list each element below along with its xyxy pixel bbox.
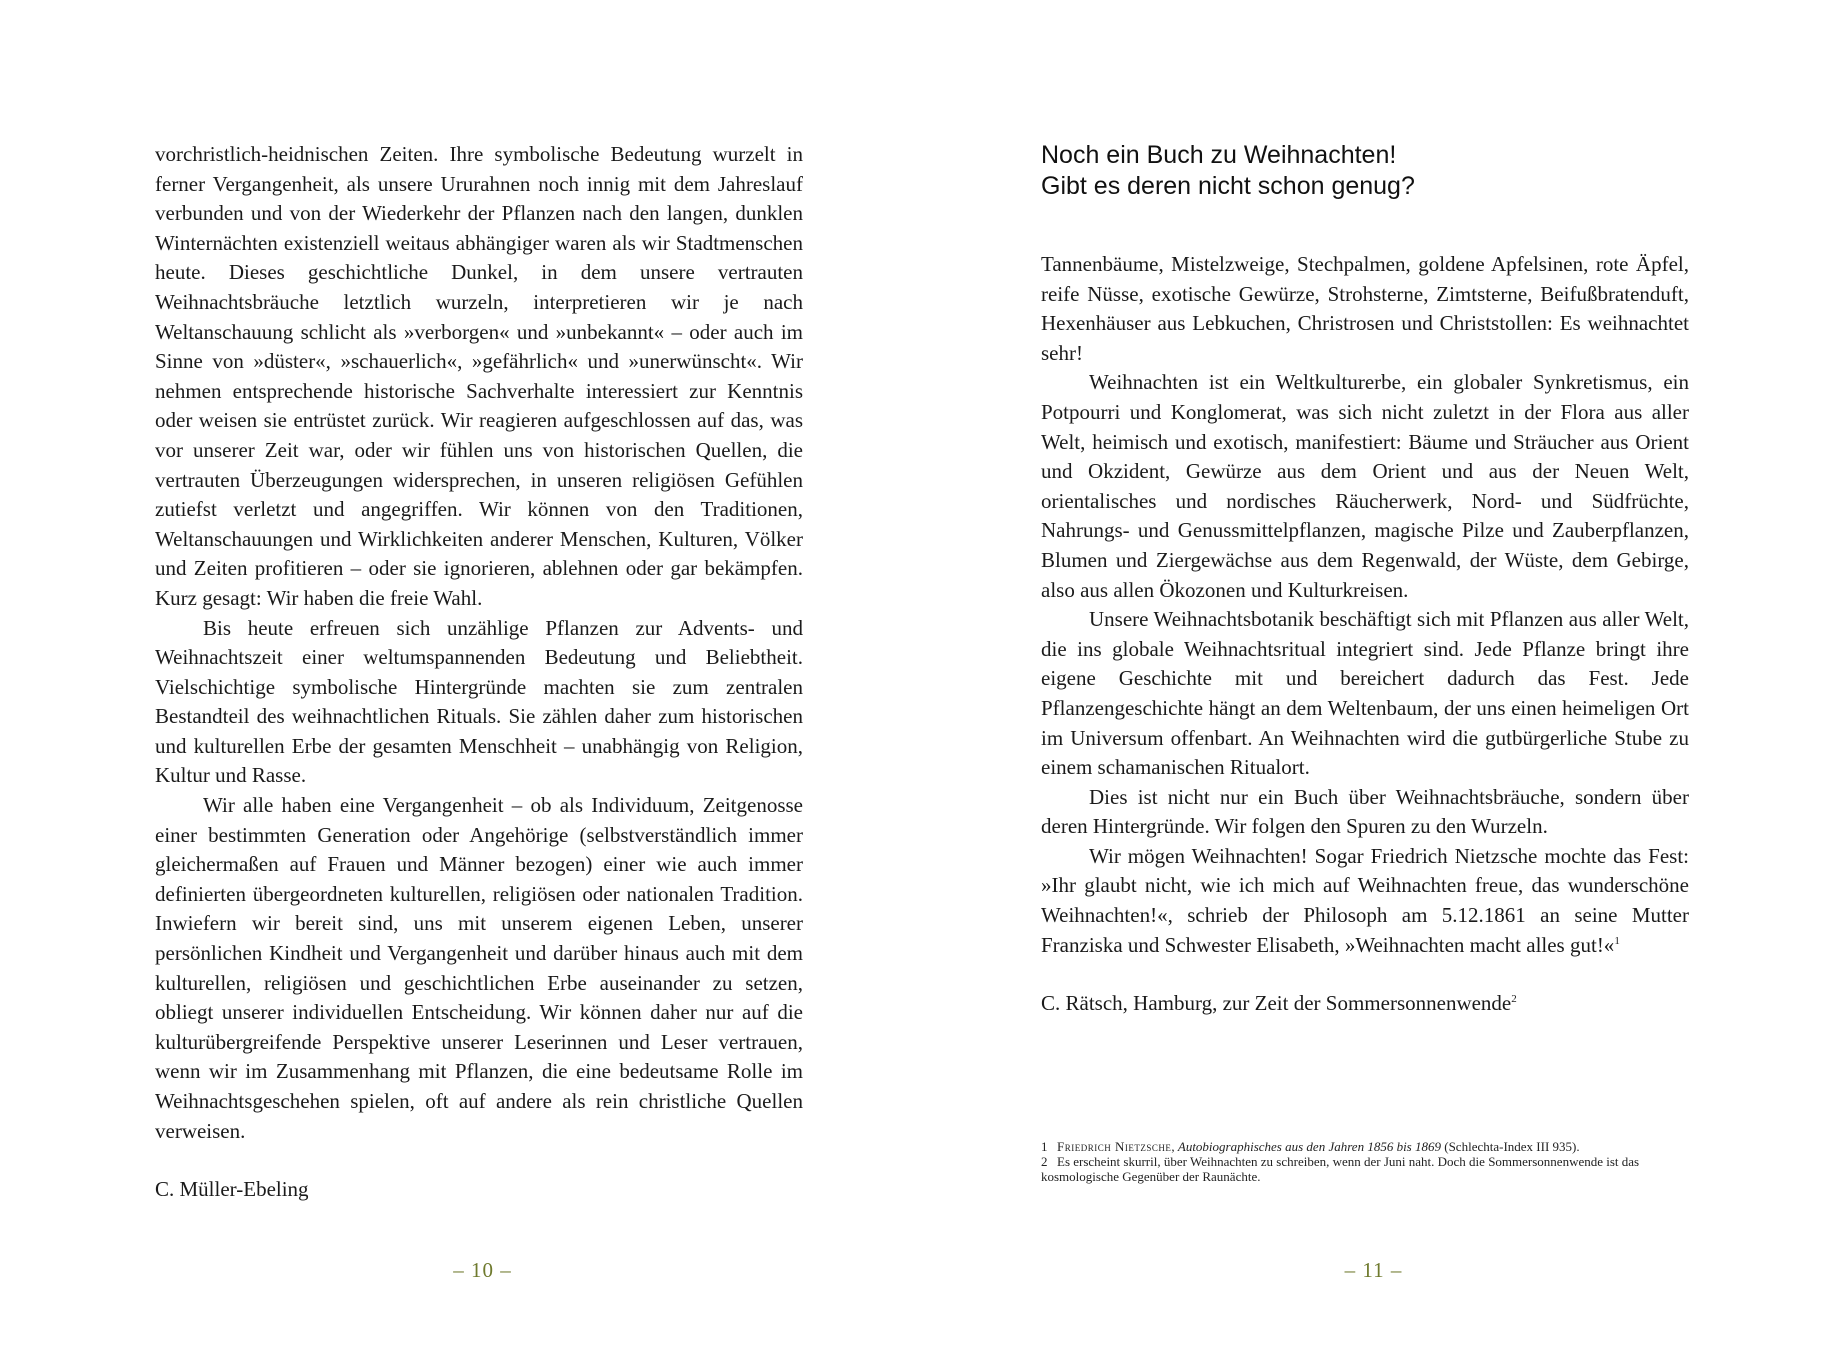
footnote-ref-1[interactable]: 1	[1614, 934, 1620, 947]
footnote-2	[1041, 1154, 1689, 1184]
chapter-heading-line-1: Noch ein Buch zu Weihnachten!	[1041, 141, 1397, 169]
footnote-1: 1 Friedrich Nietzsche, Autobiographisches aus den Jahren 1856 bis 1869 (Schlechta-Index III 935).	[1041, 1139, 1580, 1154]
right-text-column	[1041, 140, 1689, 1019]
footnote-1-rest: (Schlechta-Index III 935).	[1441, 1139, 1580, 1154]
left-signature: C. Müller-Ebeling	[155, 1177, 309, 1202]
footnote-1-author: Friedrich Nietzsche	[1057, 1139, 1172, 1154]
footnote-ref-2[interactable]: 2	[1511, 993, 1517, 1006]
left-paragraph-3: Wir alle haben eine Vergangenheit – ob als Individuum, Zeitgenosse einer bestimmten Generation oder Angehörige (selbstverständlich immer gleichermaßen auf Frauen und Männer bezogen) einer wie auch immer definierten übergeordneten kulturellen, religiösen oder nationalen Tradition. Inwiefern wir bereit sind, uns mit unserem eigenen Leben, unserer persönlichen Kindheit und Vergangenheit und darüber hinaus auch mit dem kulturellen, religiösen und geschichtlichen Erbe auseinander zu setzen, obliegt unserer individuellen Entscheidung. Wir können daher nur auf die kulturübergreifende Perspektive unserer Leserinnen und Leser vertrauen, wenn wir im Zusammenhang mit Pflanzen, die eine bedeutsame Rolle im Weihnachtsgeschehen spielen, oft auf andere als rein christliche Quellen verweisen.	[155, 793, 803, 1143]
chapter-heading	[1041, 140, 1689, 202]
right-page	[916, 0, 1831, 1358]
footnote-1-title: Autobiographisches aus den Jahren 1856 bis 1869	[1177, 1139, 1441, 1154]
right-paragraph-1: Tannenbäume, Mistelzweige, Stechpalmen, goldene Apfelsinen, rote Äpfel, reife Nüsse, exotische Gewürze, Strohsterne, Zimtsterne, Beifußbratenduft, Hexenhäuser aus Lebkuchen, Christrosen und Christstollen: Es weihnachtet sehr!	[1041, 252, 1689, 365]
left-text-column	[155, 140, 803, 1205]
right-signature	[1041, 989, 1689, 1019]
right-signature-text: C. Rätsch, Hamburg, zur Zeit der Sommersonnenwende	[1041, 991, 1512, 1016]
left-paragraph-1: vorchristlich-heidnischen Zeiten. Ihre symbolische Bedeutung wurzelt in ferner Vergangenheit, als unsere Ururahnen noch innig mit dem Jahreslauf verbunden und von der Wiederkehr der Pflanzen nach den langen, dunklen Winternächten existenziell weitaus abhängiger waren als wir Stadtmenschen heute. Dieses geschichtliche Dunkel, in dem unsere vertrauten Weihnachtsbräuche letztlich wurzeln, interpretieren wir je nach Weltanschauung schlicht als »verborgen« und »unbekannt« – oder auch im Sinne von »düster«, »schauerlich«, »gefährlich« und »unerwünscht«. Wir nehmen entsprechende historische Sachverhalte interessiert zur Kenntnis oder weisen sie entrüstet zurück. Wir reagieren aufgeschlossen auf das, was vor unserer Zeit war, oder wir fühlen uns von historischen Quellen, die vertrauten Überzeugungen widersprechen, in unseren religiösen Gefühlen zutiefst verletzt und angegriffen. Wir können von den Traditionen, Weltanschauungen und Wirklichkeiten anderer Menschen, Kulturen, Völker und Zeiten profitieren – oder sie ignorieren, ablehnen oder gar bekämpfen. Kurz gesagt: Wir haben die freie Wahl.	[155, 142, 803, 610]
right-page-number: – 11 –	[1344, 1258, 1403, 1282]
right-paragraph-3: Unsere Weihnachtsbotanik beschäftigt sich mit Pflanzen aus aller Welt, die ins globale Weihnachtsritual integriert sind. Jede Pflanze bringt ihre eigene Geschichte mit und bereichert dadurch das Fest. Jede Pflanzengeschichte hängt an dem Weltenbaum, der uns einen heimeligen Ort im Universum offenbart. An Weihnachten wird die gutbürgerliche Stube zu einem schamanischen Ritualort.	[1041, 607, 1689, 780]
footnotes	[1041, 1139, 1689, 1184]
right-paragraph-4: Dies ist nicht nur ein Buch über Weihnachtsbräuche, sondern über deren Hintergründe. Wir folgen den Spuren zu den Wurzeln.	[1041, 784, 1689, 839]
footnote-1-number: 1	[1041, 1139, 1048, 1154]
left-paragraph-2: Bis heute erfreuen sich unzählige Pflanzen zur Advents- und Weihnachtszeit einer weltumspannenden Bedeutung und Beliebtheit. Vielschichtige symbolische Hintergründe machten sie zum zentralen Bestandteil des weihnachtlichen Rituals. Sie zählen daher zum historischen und kulturellen Erbe der gesamten Menschheit – unabhängig von Religion, Kultur und Rasse.	[155, 615, 803, 788]
left-page-number: – 10 –	[453, 1258, 512, 1282]
footnote-2-text: Es erscheint skurril, über Weihnachten zu schreiben, wenn der Juni naht. Doch die Sommersonnenwende ist das kosmologische Gegenüber der Raunächte.	[1041, 1154, 1640, 1184]
right-paragraph-5-text: Wir mögen Weihnachten! Sogar Friedrich Nietzsche mochte das Fest: »Ihr glaubt nicht, wie ich mich auf Weihnachten freue, das wunderschöne Weihnachten!«, schrieb der Philosoph am 5.12.1861 an seine Mutter Franziska und Schwester Elisabeth, »Weihnachten macht alles gut!«	[1041, 843, 1689, 957]
right-paragraph-5	[1041, 842, 1689, 960]
footnote-2-number: 2	[1041, 1154, 1048, 1169]
chapter-heading-line-2: Gibt es deren nicht schon genug?	[1041, 172, 1415, 200]
right-paragraph-2: Weihnachten ist ein Weltkulturerbe, ein globaler Synkretismus, ein Potpourri und Konglomerat, was sich nicht zuletzt in der Flora aus aller Welt, heimisch und exotisch, manifestiert: Bäume und Sträucher aus Orient und Okzident, Gewürze aus dem Orient und aus der Neuen Welt, orientalisches und nordisches Räucherwerk, Nord- und Südfrüchte, Nahrungs- und Genussmittelpflanzen, magische Pilze und Zauberpflanzen, Blumen und Ziergewächse aus dem Regenwald, der Wüste, dem Gebirge, also aus allen Ökozonen und Kulturkreisen.	[1041, 370, 1689, 602]
left-page	[0, 0, 915, 1358]
